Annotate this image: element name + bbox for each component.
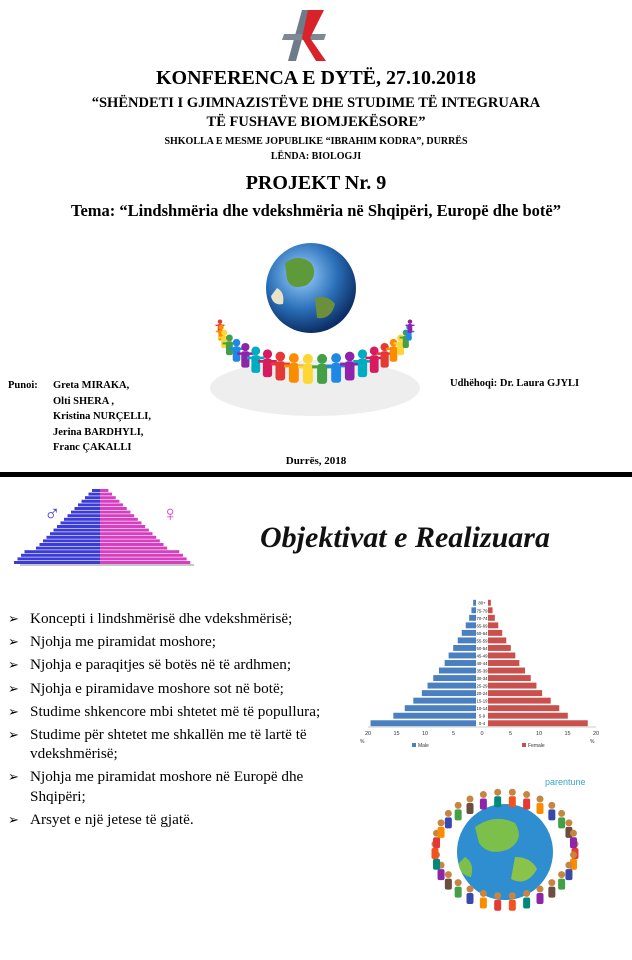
objectives-slide [0, 477, 632, 960]
mini-pyramid-female-bar [100, 503, 123, 506]
person-figure [509, 789, 516, 808]
list-item [8, 632, 346, 651]
mini-pyramid-male-bar [64, 518, 100, 521]
mini-pyramid-female-bar [100, 493, 112, 496]
title-slide [0, 0, 632, 472]
bar-female [488, 675, 531, 681]
female-symbol-icon: ♀ [162, 501, 179, 526]
bar-male [445, 660, 476, 666]
age-group-label: 10-14 [476, 706, 488, 712]
bar-male [371, 720, 476, 726]
author-name: Jerina BARDHYLI, [53, 426, 144, 438]
list-item-text: Njohja me piramidat moshore; [30, 633, 217, 651]
person-figure [558, 871, 565, 890]
x-tick-label: 15 [564, 731, 571, 737]
list-item-text: Koncepti i lindshmërisë dhe vdekshmërisë; [30, 610, 293, 627]
mini-pyramid-female-bar [100, 514, 134, 517]
arrow-bullet-icon: ➢ [8, 680, 19, 696]
authors-block [8, 378, 152, 453]
mini-pyramid-male-bar [85, 496, 100, 499]
mini-pyramid-female-bar [100, 554, 183, 557]
mini-pyramid-male-bar [78, 503, 100, 506]
conference-title: KONFERENCA E DYTË, 27.10.2018 [155, 67, 477, 89]
bar-female [488, 660, 519, 666]
person-figure [480, 791, 487, 810]
arrow-bullet-icon: ➢ [8, 634, 19, 650]
age-group-label: 5-9 [478, 713, 486, 719]
mini-pyramid-male-bar [92, 489, 100, 492]
person-figure [548, 802, 555, 821]
mini-pyramid-male-bar [50, 532, 100, 535]
mini-pyramid-female-bar [100, 507, 127, 510]
bar-male [428, 683, 476, 689]
mini-pyramid-male-bar [61, 521, 101, 524]
male-symbol-icon: ♂ [44, 501, 61, 526]
legend-female-swatch [522, 743, 526, 747]
bar-female [488, 653, 515, 659]
list-item-text: Njohja me piramidat moshore në Europë dhe Shqipëri; [30, 768, 304, 805]
bar-female [488, 600, 491, 606]
x-tick-label: 20 [592, 731, 600, 737]
person-figure [445, 810, 452, 829]
x-tick-label: 10 [535, 731, 543, 737]
bar-male [473, 600, 476, 606]
bar-female [488, 705, 559, 711]
conference-logo-icon [280, 8, 330, 63]
bar-male [453, 645, 476, 651]
person-figure [565, 862, 572, 881]
age-group-label: 45-49 [476, 653, 488, 659]
mini-pyramid-female-bar [100, 532, 153, 535]
age-group-label: 80+ [478, 600, 486, 606]
arrow-bullet-icon: ➢ [8, 611, 19, 626]
age-group-label: 0-4 [478, 721, 486, 727]
age-group-label: 20-24 [476, 691, 488, 697]
list-item-text: Njohja e piramidave moshore sot në botë; [30, 679, 284, 697]
bar-male [471, 607, 476, 613]
x-unit-label: % [360, 739, 365, 745]
project-number: PROJEKT Nr. 9 [245, 172, 387, 194]
bar-female [488, 645, 511, 651]
bar-female [488, 690, 542, 696]
person-figure [537, 795, 544, 814]
mini-pyramid-male-bar [57, 525, 100, 528]
mini-pyramid-male-bar [18, 557, 101, 560]
bar-female [488, 683, 536, 689]
arrow-bullet-icon: ➢ [8, 727, 19, 743]
arrow-bullet-icon: ➢ [8, 769, 19, 785]
list-item [8, 655, 346, 674]
mini-pyramid-male-bar [43, 539, 100, 542]
legend-female-label: Female [528, 743, 545, 749]
bar-female [488, 698, 551, 704]
person-figure [494, 789, 501, 808]
subtitle-line-2: TË FUSHAVE BIOMJEKËSORE” [206, 114, 426, 130]
author-name: Kristina NURÇELLI, [53, 411, 152, 422]
mini-pyramid-female-bar [100, 521, 141, 524]
mini-pyramid-male-bar [47, 536, 101, 539]
list-item [8, 702, 346, 721]
list-item-text: Arsyet e një jetese të gjatë. [30, 810, 194, 828]
mini-pyramid-female-bar [100, 536, 156, 539]
list-item-text: Njohja e paraqitjes së botës në të ardhmen; [30, 656, 292, 674]
mini-pyramid-female-bar [100, 518, 138, 521]
arrow-bullet-icon: ➢ [8, 657, 19, 673]
bar-female [488, 630, 502, 636]
age-group-label: 30-34 [476, 676, 488, 682]
authors-label: Punoi: [8, 380, 38, 391]
supervisor: Udhëhoqi: Dr. Laura GJYLI [450, 378, 580, 389]
person-figure [467, 795, 474, 814]
mini-pyramid-female-bar [100, 500, 119, 503]
arrow-bullet-icon: ➢ [8, 703, 19, 719]
person-figure [467, 886, 474, 905]
mini-pyramid-female-bar [100, 561, 190, 564]
mini-pyramid-male-bar [82, 500, 101, 503]
bar-male [413, 698, 476, 704]
mini-pyramid-male-bar [21, 554, 100, 557]
bar-male [449, 653, 476, 659]
age-group-label: 60-64 [476, 630, 488, 636]
mini-pyramid-female-bar [100, 496, 116, 499]
bar-male [439, 668, 476, 674]
arrow-bullet-icon: ➢ [8, 811, 19, 827]
age-group-label: 15-19 [476, 698, 488, 704]
list-item-text: Studime për shtetet me shkallën me të lartë të vdekshmërisë; [30, 726, 307, 763]
globe-with-people-illustration [205, 228, 425, 423]
bar-female [488, 720, 588, 726]
x-tick-label: 10 [421, 731, 429, 737]
person-figure [494, 892, 501, 911]
slide-title: Objektivat e Realizuara [260, 521, 550, 554]
objectives-list [8, 609, 346, 833]
mini-population-pyramid [4, 483, 196, 575]
person-figure [509, 892, 516, 911]
legend-male-label: Male [418, 743, 429, 749]
mini-pyramid-female-bar [100, 547, 167, 550]
x-unit-label: % [590, 739, 595, 745]
project-theme: Tema: “Lindshmëria dhe vdekshmëria në Shqipëri, Europë dhe botë” [70, 201, 562, 220]
school-name: SHKOLLA E MESME JOPUBLIKE “IBRAHIM KODRA”, DURRËS [164, 136, 468, 147]
author-name: Olti SHERA , [53, 395, 114, 407]
bar-male [462, 630, 476, 636]
x-tick-label: 5 [451, 731, 456, 737]
bar-male [466, 622, 476, 628]
x-tick-label: 0 [480, 731, 484, 737]
list-item [8, 609, 346, 628]
subtitle-line-1: “SHËNDETI I GJIMNAZISTËVE DHE STUDIME TË INTEGRUARA [91, 95, 541, 111]
list-item [8, 679, 346, 698]
person-figure [445, 871, 452, 890]
person-figure [548, 879, 555, 898]
list-item [8, 767, 346, 805]
conference-subtitle [0, 94, 632, 132]
list-item [8, 725, 346, 763]
brand-label: parentune [545, 777, 586, 787]
bar-male [393, 713, 476, 719]
age-group-label: 65-69 [476, 623, 488, 629]
person-figure [438, 819, 445, 838]
mini-pyramid-male-bar [36, 547, 100, 550]
person-figure [570, 830, 577, 849]
mini-pyramid-female-bar [100, 489, 108, 492]
globe-people-illustration [405, 772, 605, 912]
bar-male [405, 705, 476, 711]
bar-male [422, 690, 476, 696]
person-figure [455, 879, 462, 898]
mini-pyramid-female-bar [100, 539, 160, 542]
bar-female [488, 668, 525, 674]
bar-female [488, 615, 495, 621]
mini-pyramid-male-bar [14, 561, 100, 564]
age-group-label: 70-74 [476, 615, 488, 621]
place-date: Durrës, 2018 [285, 455, 347, 467]
bar-male [433, 675, 476, 681]
population-pyramid-chart [356, 593, 606, 753]
mini-pyramid-female-bar [100, 529, 149, 532]
mini-pyramid-female-bar [100, 543, 164, 546]
author-name: Franc ÇAKALLI [53, 442, 132, 453]
mini-pyramid-female-bar [100, 550, 179, 553]
bar-female [488, 622, 498, 628]
person-figure [537, 886, 544, 905]
list-item [8, 810, 346, 829]
legend-male-swatch [412, 743, 416, 747]
age-group-label: 75-79 [476, 608, 488, 614]
x-tick-label: 20 [364, 731, 372, 737]
person-figure [523, 791, 530, 810]
age-group-label: 25-29 [476, 683, 488, 689]
person-figure [523, 890, 530, 909]
mini-pyramid-male-bar [25, 550, 101, 553]
age-group-label: 55-59 [476, 638, 488, 644]
bar-female [488, 637, 506, 643]
mini-pyramid-female-bar [100, 511, 130, 514]
x-tick-label: 5 [508, 731, 513, 737]
bar-male [458, 637, 476, 643]
mini-pyramid-male-bar [54, 529, 101, 532]
bar-male [469, 615, 476, 621]
mini-pyramid-female-bar [100, 557, 187, 560]
mini-pyramid-male-bar [40, 543, 101, 546]
list-item-text: Studime shkencore mbi shtetet më të popullura; [30, 702, 321, 720]
person-figure [558, 810, 565, 829]
bar-female [488, 607, 493, 613]
bar-female [488, 713, 568, 719]
mini-pyramid-male-bar [75, 507, 101, 510]
person-figure [455, 802, 462, 821]
mini-pyramid-male-bar [89, 493, 101, 496]
age-group-label: 50-54 [476, 645, 488, 651]
person-figure [480, 890, 487, 909]
age-group-label: 35-39 [476, 668, 488, 674]
mini-pyramid-male-bar [71, 511, 100, 514]
mini-pyramid-male-bar [68, 514, 101, 517]
subject-line: LËNDA: BIOLOGJI [270, 151, 362, 162]
mini-pyramid-female-bar [100, 525, 145, 528]
age-group-label: 40-44 [476, 660, 488, 666]
x-tick-label: 15 [393, 731, 400, 737]
author-name: Greta MIRAKA, [53, 380, 130, 391]
